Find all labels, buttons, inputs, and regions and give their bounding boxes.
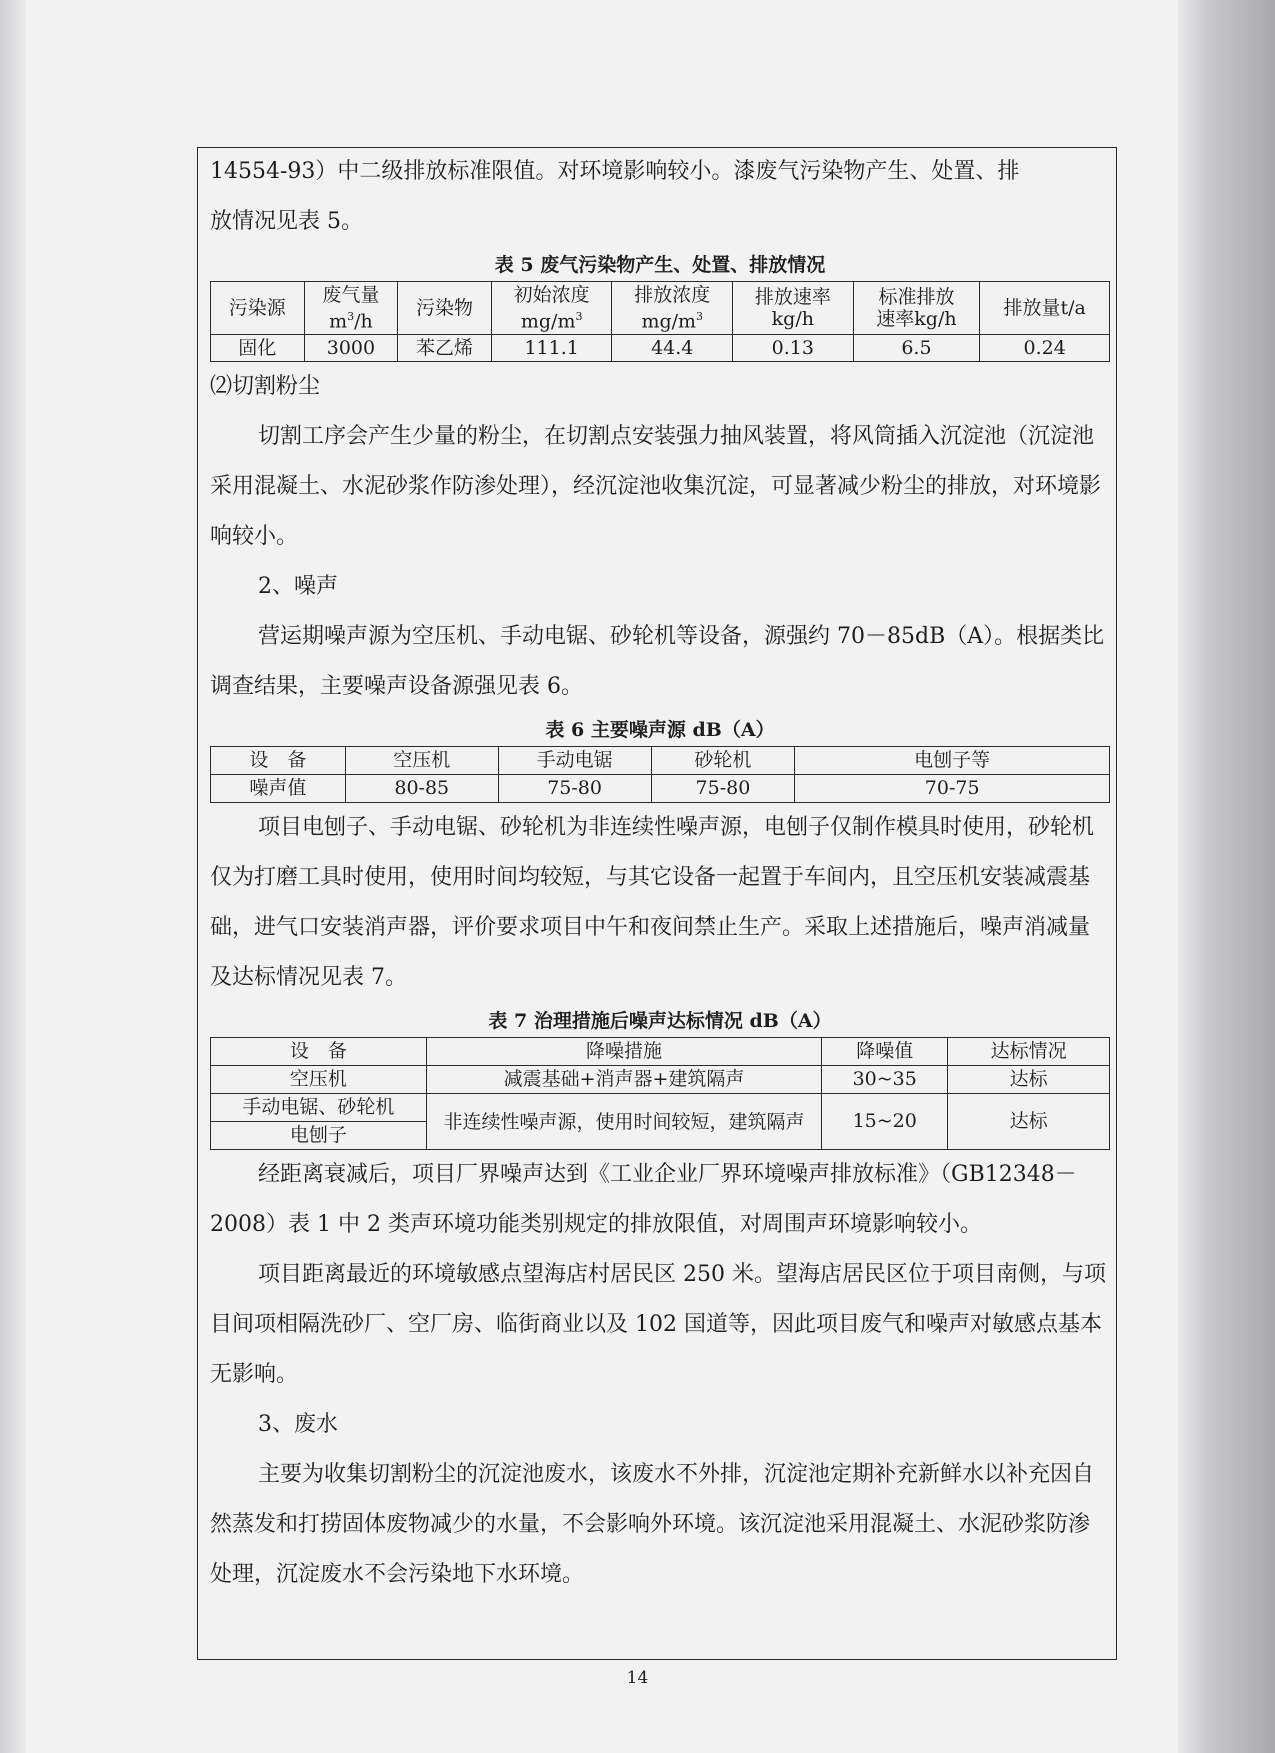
table-cell: 苯乙烯 bbox=[398, 335, 492, 362]
header-pollutant: 污染物 bbox=[398, 282, 492, 335]
paragraph-line: 放情况见表 5。 bbox=[210, 209, 363, 234]
paragraph: 项目电刨子、手动电锯、砂轮机为非连续性噪声源，电刨子仅制作模具时使用，砂轮机仅为打磨工具时使用，使用时间均较短，与其它设备一起置于车间内，且空压机安装减震基础，进气口安装消声器，评价要求项目中午和夜间禁止生产。采取上述措施后，噪声消减量及达标情况见表 7。 bbox=[210, 815, 1095, 990]
table6 bbox=[210, 746, 1110, 803]
table-cell: 0.24 bbox=[980, 335, 1110, 362]
table-cell: 15~20 bbox=[822, 1094, 948, 1150]
table-cell: 达标 bbox=[948, 1066, 1110, 1094]
header-standard-rate: 标准排放 速率kg/h bbox=[853, 282, 980, 335]
table-row bbox=[211, 1066, 1110, 1094]
table-cell: 75-80 bbox=[651, 775, 795, 803]
table-row bbox=[211, 747, 1110, 775]
table-cell: 电刨子等 bbox=[795, 747, 1110, 775]
table-cell: 设 备 bbox=[211, 747, 346, 775]
table-cell: 80-85 bbox=[345, 775, 498, 803]
table-cell: 手动电锯、砂轮机 bbox=[211, 1094, 427, 1122]
table-row bbox=[211, 335, 1110, 362]
table5 bbox=[210, 281, 1110, 362]
table-cell: 砂轮机 bbox=[651, 747, 795, 775]
table-cell: 3000 bbox=[304, 335, 398, 362]
table-header-row bbox=[211, 282, 1110, 335]
header-gas: 废气量 $m^3/h$ bbox=[304, 282, 398, 335]
header-reduction: 降噪值 bbox=[822, 1038, 948, 1066]
table-cell: 非连续性噪声源，使用时间较短，建筑隔声 bbox=[426, 1094, 822, 1150]
page-content bbox=[210, 147, 1110, 1600]
table-cell: 6.5 bbox=[853, 335, 980, 362]
header-status: 达标情况 bbox=[948, 1038, 1110, 1066]
section-heading-wastewater: 3、废水 bbox=[258, 1412, 338, 1437]
table-cell: 空压机 bbox=[345, 747, 498, 775]
header-initial-concentration: 初始浓度 $mg/m^3$ bbox=[491, 282, 612, 335]
table-cell: 75-80 bbox=[498, 775, 651, 803]
table7 bbox=[210, 1037, 1110, 1150]
section-heading-noise: 2、噪声 bbox=[258, 574, 338, 599]
table-cell: 电刨子 bbox=[211, 1122, 427, 1150]
table-cell: 44.4 bbox=[612, 335, 733, 362]
paragraph: 营运期噪声源为空压机、手动电锯、砂轮机等设备，源强约 70－85dB（A）。根据类比调查结果，主要噪声设备源强见表 6。 bbox=[210, 624, 1105, 699]
table-cell: 111.1 bbox=[491, 335, 612, 362]
table-row bbox=[211, 775, 1110, 803]
header-emission-concentration: 排放浓度 $mg/m^3$ bbox=[612, 282, 733, 335]
header-amount: 排放量t/a bbox=[980, 282, 1110, 335]
header-source: 污染源 bbox=[211, 282, 305, 335]
paragraph: 项目距离最近的环境敏感点望海店村居民区 250 米。望海店居民区位于项目南侧，与项目间项相隔洗砂厂、空厂房、临街商业以及 102 国道等，因此项目废气和噪声对敏感点基本无影响。 bbox=[210, 1262, 1106, 1387]
table-cell: 70-75 bbox=[795, 775, 1110, 803]
header-measure: 降噪措施 bbox=[426, 1038, 822, 1066]
table5-caption: 表 5 废气污染物产生、处置、排放情况 bbox=[494, 254, 826, 276]
table6-caption: 表 6 主要噪声源 dB（A） bbox=[545, 719, 775, 741]
table-row bbox=[211, 1094, 1110, 1122]
page-edge-right bbox=[1178, 0, 1275, 1753]
table-cell: 30~35 bbox=[822, 1066, 948, 1094]
table-cell: 空压机 bbox=[211, 1066, 427, 1094]
table-cell: 噪声值 bbox=[211, 775, 346, 803]
table-cell: 手动电锯 bbox=[498, 747, 651, 775]
table7-caption: 表 7 治理措施后噪声达标情况 dB（A） bbox=[488, 1010, 832, 1032]
paragraph-line: 14554-93）中二级排放标准限值。对环境影响较小。漆废气污染物产生、处置、排 bbox=[210, 159, 1020, 184]
header-emission-rate: 排放速率 kg/h bbox=[733, 282, 854, 335]
page-number: 14 bbox=[626, 1668, 649, 1688]
paragraph: 切割工序会产生少量的粉尘，在切割点安装强力抽风装置，将风筒插入沉淀池（沉淀池采用混凝土、水泥砂浆作防渗处理），经沉淀池收集沉淀，可显著减少粉尘的排放，对环境影响较小。 bbox=[210, 424, 1102, 549]
page-edge-left bbox=[0, 0, 26, 1753]
table-cell: 固化 bbox=[211, 335, 305, 362]
table-cell: 减震基础+消声器+建筑隔声 bbox=[426, 1066, 822, 1094]
header-device: 设 备 bbox=[211, 1038, 427, 1066]
table-header-row bbox=[211, 1038, 1110, 1066]
paragraph: 经距离衰减后，项目厂界噪声达到《工业企业厂界环境噪声排放标准》（GB12348－2008）表 1 中 2 类声环境功能类别规定的排放限值，对周围声环境影响较小。 bbox=[210, 1162, 1077, 1237]
section-heading-cutting-dust: ⑵切割粉尘 bbox=[210, 374, 321, 399]
paragraph: 主要为收集切割粉尘的沉淀池废水，该废水不外排，沉淀池定期补充新鲜水以补充因自然蒸发和打捞固体废物减少的水量，不会影响外环境。该沉淀池采用混凝土、水泥砂浆防渗处理，沉淀废水不会污染地下水环境。 bbox=[210, 1462, 1095, 1587]
table-cell: 0.13 bbox=[733, 335, 854, 362]
table-cell: 达标 bbox=[948, 1094, 1110, 1150]
